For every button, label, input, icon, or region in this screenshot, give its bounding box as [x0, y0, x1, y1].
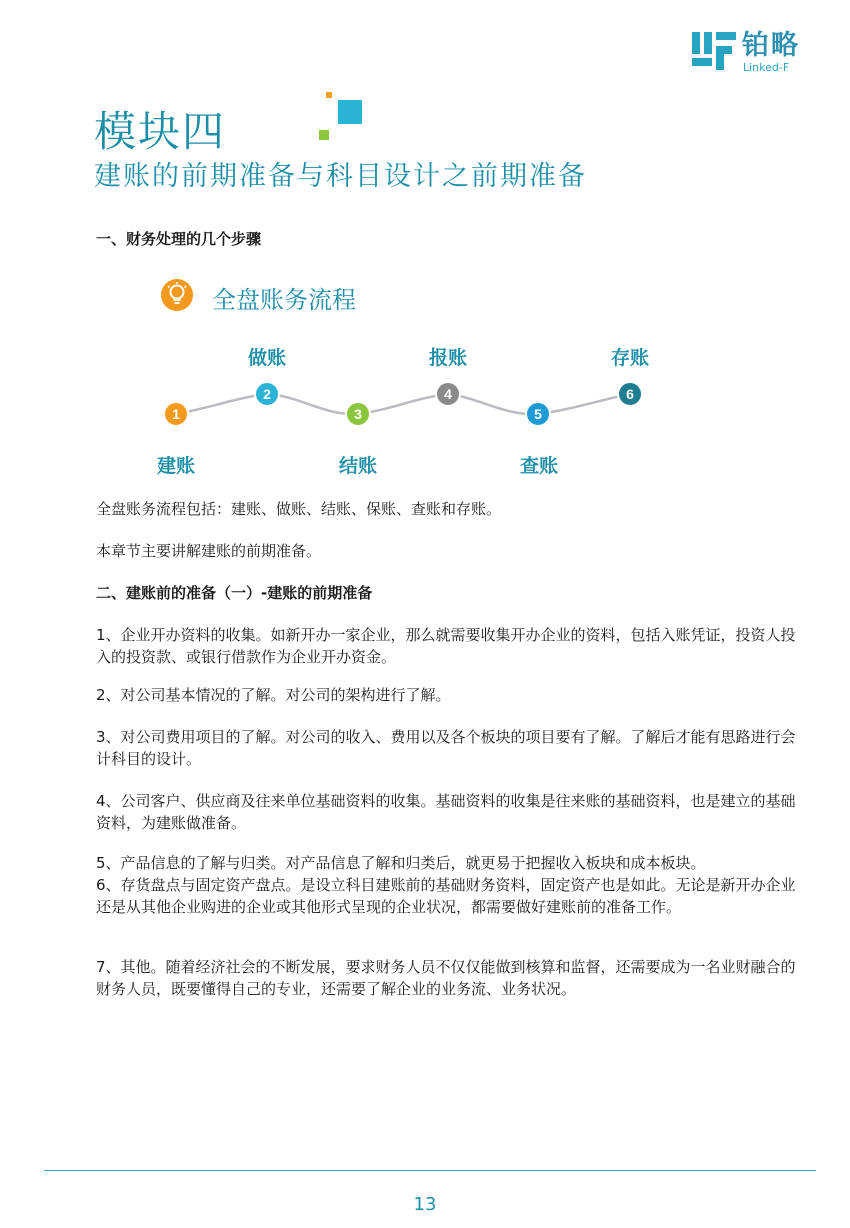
step-label-2: 做账 [247, 347, 286, 369]
list-item-6: 6、存货盘点与固定资产盘点。是设立科目建账前的基础财务资料，固定资产也是如此。无论是新开办企业还是从其他企业购进的企业或其他形式呈现的企业状况，都需要做好建账前的准备工作。 [96, 876, 796, 916]
flow-step-node-5 [526, 402, 550, 426]
flow-summary: 全盘账务流程包括：建账、做账、结账、保账、查账和存账。 [96, 500, 502, 518]
step-label-4: 报账 [428, 347, 467, 369]
flow-step-number-2: 2 [263, 386, 271, 402]
logo-name-cn: 铂略 [742, 30, 800, 61]
brand-logo [692, 30, 822, 76]
list-item-5: 5、产品信息的了解与归类。对产品信息了解和归类后，就更易于把握收入板块和成本板块。 [96, 854, 706, 872]
lightbulb-icon [160, 278, 194, 312]
decor-square-large [338, 100, 362, 124]
step-label-1: 建账 [156, 455, 195, 477]
logo-mark-icon [692, 32, 736, 72]
module-subtitle: 建账的前期准备与科目设计之前期准备 [94, 161, 587, 192]
logo-name-en: Linked-F [743, 61, 790, 74]
flow-step-number-5: 5 [534, 406, 542, 422]
flow-step-node-4 [436, 382, 460, 406]
footer-divider [44, 1170, 816, 1171]
decor-square-medium [319, 130, 329, 140]
flow-step-node-3 [346, 402, 370, 426]
flow-step-node-1 [164, 402, 188, 426]
step-label-5: 查账 [519, 455, 558, 477]
flow-step-number-6: 6 [626, 386, 634, 402]
accounting-flow-diagram [150, 340, 670, 440]
section-heading-2: 二、建账前的准备（一）-建账的前期准备 [96, 584, 373, 602]
step-label-3: 结账 [338, 455, 377, 477]
flow-step-node-2 [255, 382, 279, 406]
flow-step-number-4: 4 [444, 386, 452, 402]
step-label-6: 存账 [610, 347, 649, 369]
list-item-2: 2、对公司基本情况的了解。对公司的架构进行了解。 [96, 686, 451, 704]
list-item-4: 4、公司客户、供应商及往来单位基础资料的收集。基础资料的收集是往来账的基础资料，也是建立的基础资料，为建账做准备。 [96, 792, 796, 832]
module-title: 模块四 [94, 107, 227, 156]
list-item-3: 3、对公司费用项目的了解。对公司的收入、费用以及各个板块的项目要有了解。了解后才能有思路进行会计科目的设计。 [96, 728, 796, 768]
page-number: 13 [413, 1194, 437, 1215]
list-item-1: 1、企业开办资料的收集。如新开办一家企业，那么就需要收集开办企业的资料，包括入账凭证，投资人投入的投资款、或银行借款作为企业开办资金。 [96, 626, 796, 666]
decor-square-small [326, 92, 332, 98]
flow-step-node-6 [618, 382, 642, 406]
section-heading-1: 一、财务处理的几个步骤 [96, 230, 262, 248]
flow-step-number-1: 1 [172, 406, 180, 422]
chapter-intro: 本章节主要讲解建账的前期准备。 [96, 542, 322, 560]
list-item-7: 7、其他。随着经济社会的不断发展，要求财务人员不仅仅能做到核算和监督，还需要成为一名业财融合的财务人员，既要懂得自己的专业，还需要了解企业的业务流、业务状况。 [96, 958, 796, 998]
flow-step-number-3: 3 [354, 406, 362, 422]
flow-connector-line [176, 394, 630, 414]
flow-title: 全盘账务流程 [212, 286, 356, 314]
